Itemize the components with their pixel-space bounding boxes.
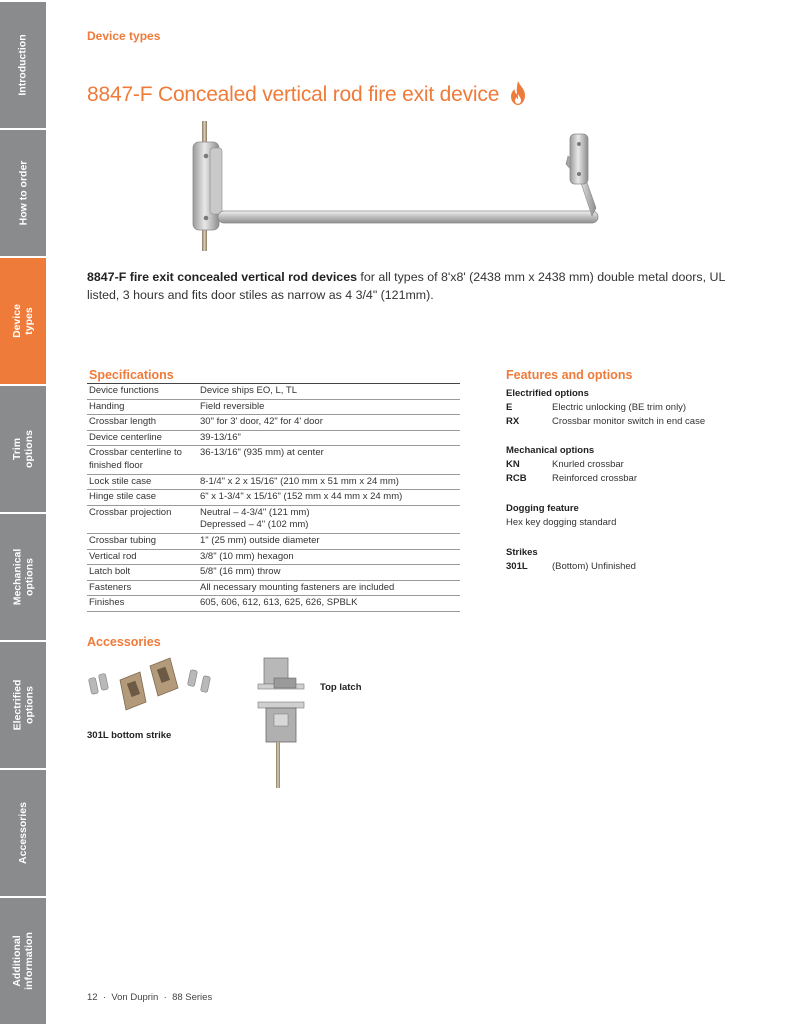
spec-value: 5/8" (16 mm) throw (198, 565, 460, 581)
feature-group-mechanical (506, 445, 637, 485)
feature-item (506, 458, 637, 472)
specifications-table (87, 383, 460, 612)
table-row (87, 384, 460, 400)
spec-value: 1" (25 mm) outside diameter (198, 533, 460, 549)
feature-group-dogging (506, 503, 616, 530)
feature-desc: Crossbar monitor switch in end case (552, 415, 706, 427)
feature-group-strikes (506, 547, 636, 574)
table-row (87, 549, 460, 565)
tab-label: Trim options (10, 430, 35, 468)
tab-label: Electrified options (11, 679, 35, 731)
spec-key: Vertical rod (87, 549, 198, 565)
table-row (87, 490, 460, 506)
bottom-strike-caption: 301L bottom strike (87, 730, 172, 741)
feature-desc: Knurled crossbar (552, 459, 624, 470)
feature-desc: (Bottom) Unfinished (552, 561, 636, 572)
footer-separator: · (100, 992, 109, 1003)
spec-value: All necessary mounting fasteners are included (198, 580, 460, 596)
side-navigation (0, 0, 46, 1024)
spec-key: Latch bolt (87, 565, 198, 581)
feature-group-title: Mechanical options (506, 445, 595, 456)
tab-label: Device types (10, 304, 35, 338)
tab-label: Mechanical options (11, 548, 36, 606)
spec-key: Lock stile case (87, 474, 198, 490)
intro-paragraph (87, 268, 747, 304)
spec-value: 3/8" (10 mm) hexagon (198, 549, 460, 565)
feature-group-title: Strikes (506, 547, 538, 558)
spec-value: 8-1/4" x 2 x 15/16" (210 mm x 51 mm x 24 mm) (198, 474, 460, 490)
tab-label: Additional information (11, 932, 35, 990)
tab-label: Introduction (17, 34, 29, 96)
spec-key: Finishes (87, 596, 198, 612)
intro-text: for all types of 8'x8' (2438 mm x 2438 mm) double metal doors, UL listed, 3 hours and fits door stiles as narrow as 4 3/4" (121mm). (87, 270, 725, 302)
spec-value: 605, 606, 612, 613, 625, 626, SPBLK (198, 596, 460, 612)
section-label: Device types (87, 29, 161, 43)
table-row (87, 430, 460, 446)
feature-item (506, 401, 705, 415)
spec-value: 36-13/16" (935 mm) at center (198, 446, 460, 474)
page-footer (87, 992, 212, 1003)
feature-code: 301L (506, 561, 528, 572)
table-row (87, 533, 460, 549)
table-row (87, 446, 460, 474)
feature-code: E (506, 402, 513, 413)
tab-device-types[interactable] (0, 258, 46, 384)
spec-value: 6" x 1-3/4" x 15/16" (152 mm x 44 mm x 24 mm) (198, 490, 460, 506)
table-row (87, 580, 460, 596)
spec-key: Hinge stile case (87, 490, 198, 506)
table-row (87, 415, 460, 431)
feature-desc: Electric unlocking (BE trim only) (552, 402, 687, 413)
spec-key: Handing (87, 399, 198, 415)
page-title: 8847-F Concealed vertical rod fire exit device (87, 83, 500, 106)
spec-key: Crossbar length (87, 415, 198, 431)
footer-series: 88 Series (172, 992, 213, 1003)
tab-electrified-options[interactable] (0, 642, 46, 768)
bottom-strike-image (86, 654, 226, 714)
table-row (87, 505, 460, 533)
tab-mechanical-options[interactable] (0, 514, 46, 640)
specifications-heading: Specifications (89, 368, 174, 382)
spec-value: 39-13/16" (198, 430, 460, 446)
tab-label: Accessories (17, 802, 30, 864)
top-latch-caption: Top latch (320, 682, 362, 693)
feature-group-electrified (506, 388, 705, 428)
table-row (87, 399, 460, 415)
feature-group-title: Electrified options (506, 388, 589, 399)
table-row (87, 474, 460, 490)
spec-value: Neutral – 4-3/4" (121 mm) Depressed – 4" (102 mm) (198, 505, 460, 533)
table-row (87, 565, 460, 581)
spec-value: 30" for 3' door, 42" for 4' door (198, 415, 460, 431)
feature-item (506, 560, 636, 574)
accessories-heading: Accessories (87, 635, 161, 649)
table-row (87, 596, 460, 612)
top-latch-image (252, 654, 312, 790)
feature-group-title: Dogging feature (506, 503, 579, 514)
feature-text: Hex key dogging standard (506, 517, 617, 528)
intro-bold: 8847-F fire exit concealed vertical rod devices (87, 270, 357, 284)
feature-code: RX (506, 415, 520, 427)
page-number: 12 (87, 992, 98, 1003)
spec-key: Fasteners (87, 580, 198, 596)
footer-brand: Von Duprin (111, 992, 159, 1003)
spec-key: Crossbar centerline to finished floor (87, 446, 198, 474)
tab-introduction[interactable] (0, 2, 46, 128)
features-heading: Features and options (506, 368, 633, 382)
feature-desc: Reinforced crossbar (552, 472, 638, 484)
tab-additional-information[interactable] (0, 898, 46, 1024)
tab-how-to-order[interactable] (0, 130, 46, 256)
footer-separator: · (160, 992, 170, 1003)
tab-trim-options[interactable] (0, 386, 46, 512)
spec-value: Device ships EO, L, TL (198, 384, 460, 400)
flame-icon (508, 80, 528, 106)
tab-label: How to order (17, 160, 29, 226)
spec-key: Crossbar tubing (87, 533, 198, 549)
spec-key: Crossbar projection (87, 505, 198, 533)
feature-item (506, 472, 637, 486)
tab-accessories[interactable] (0, 770, 46, 896)
feature-item (506, 415, 705, 429)
feature-code: RCB (506, 472, 527, 484)
feature-code: KN (506, 459, 520, 470)
exit-device-image (188, 118, 608, 258)
spec-key: Device centerline (87, 430, 198, 446)
spec-value: Field reversible (198, 399, 460, 415)
spec-key: Device functions (87, 384, 198, 400)
